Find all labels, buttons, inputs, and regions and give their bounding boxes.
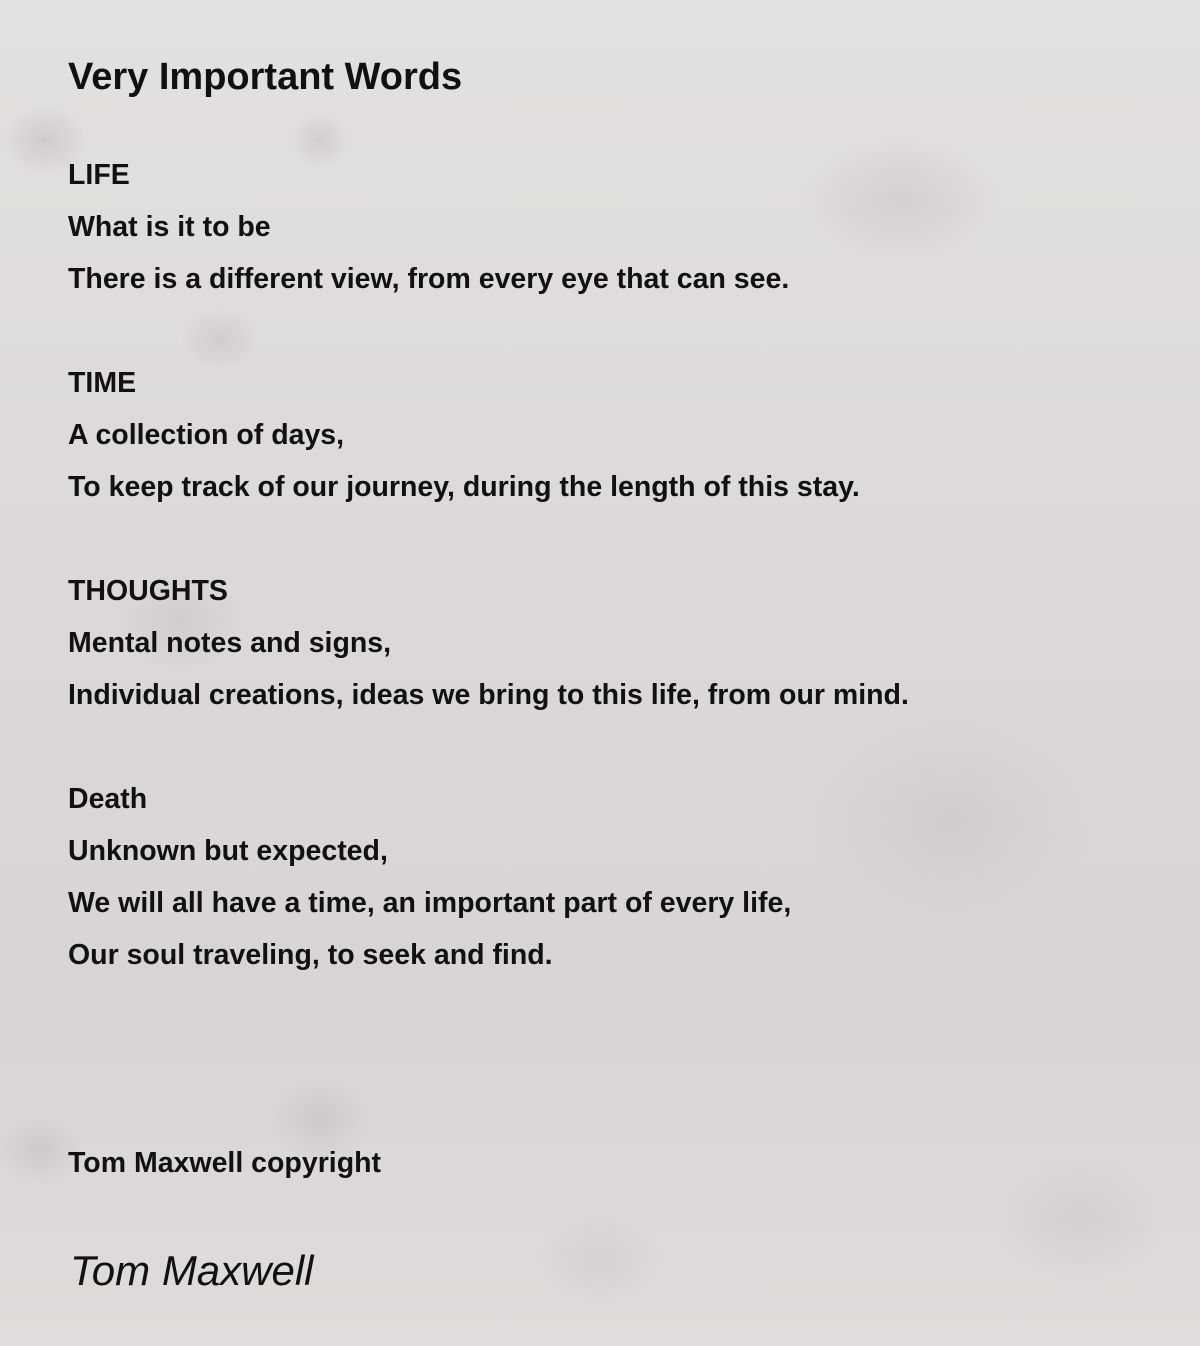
poem-body [68,149,1168,981]
poem-line: Individual creations, ideas we bring to this life, from our mind. [68,679,909,711]
stanza-time [68,357,1168,513]
poem-line: Unknown but expected, [68,835,388,867]
poem-line: TIME [68,367,137,399]
poem-line: Our soul traveling, to seek and find. [68,939,553,971]
stanza-spacer [68,305,1168,357]
poem-line: We will all have a time, an important part of every life, [68,887,792,919]
stanza-spacer [68,721,1168,773]
poem-line: A collection of days, [68,419,345,451]
stanza-life [68,149,1168,305]
poem-line: There is a different view, from every eye that can see. [68,263,790,295]
stanza-thoughts [68,565,1168,721]
poem-line: To keep track of our journey, during the length of this stay. [68,471,860,503]
poem-line: LIFE [68,159,130,191]
poem-title: Very Important Words [68,56,463,98]
poem-line: Mental notes and signs, [68,627,392,659]
poem-line: Death [68,783,148,815]
copyright-notice: Tom Maxwell copyright [68,1147,382,1179]
author-signature: Tom Maxwell [70,1247,314,1294]
stanza-spacer [68,513,1168,565]
stanza-death [68,773,1168,981]
poem-line: THOUGHTS [68,575,228,607]
poem-line: What is it to be [68,211,271,243]
